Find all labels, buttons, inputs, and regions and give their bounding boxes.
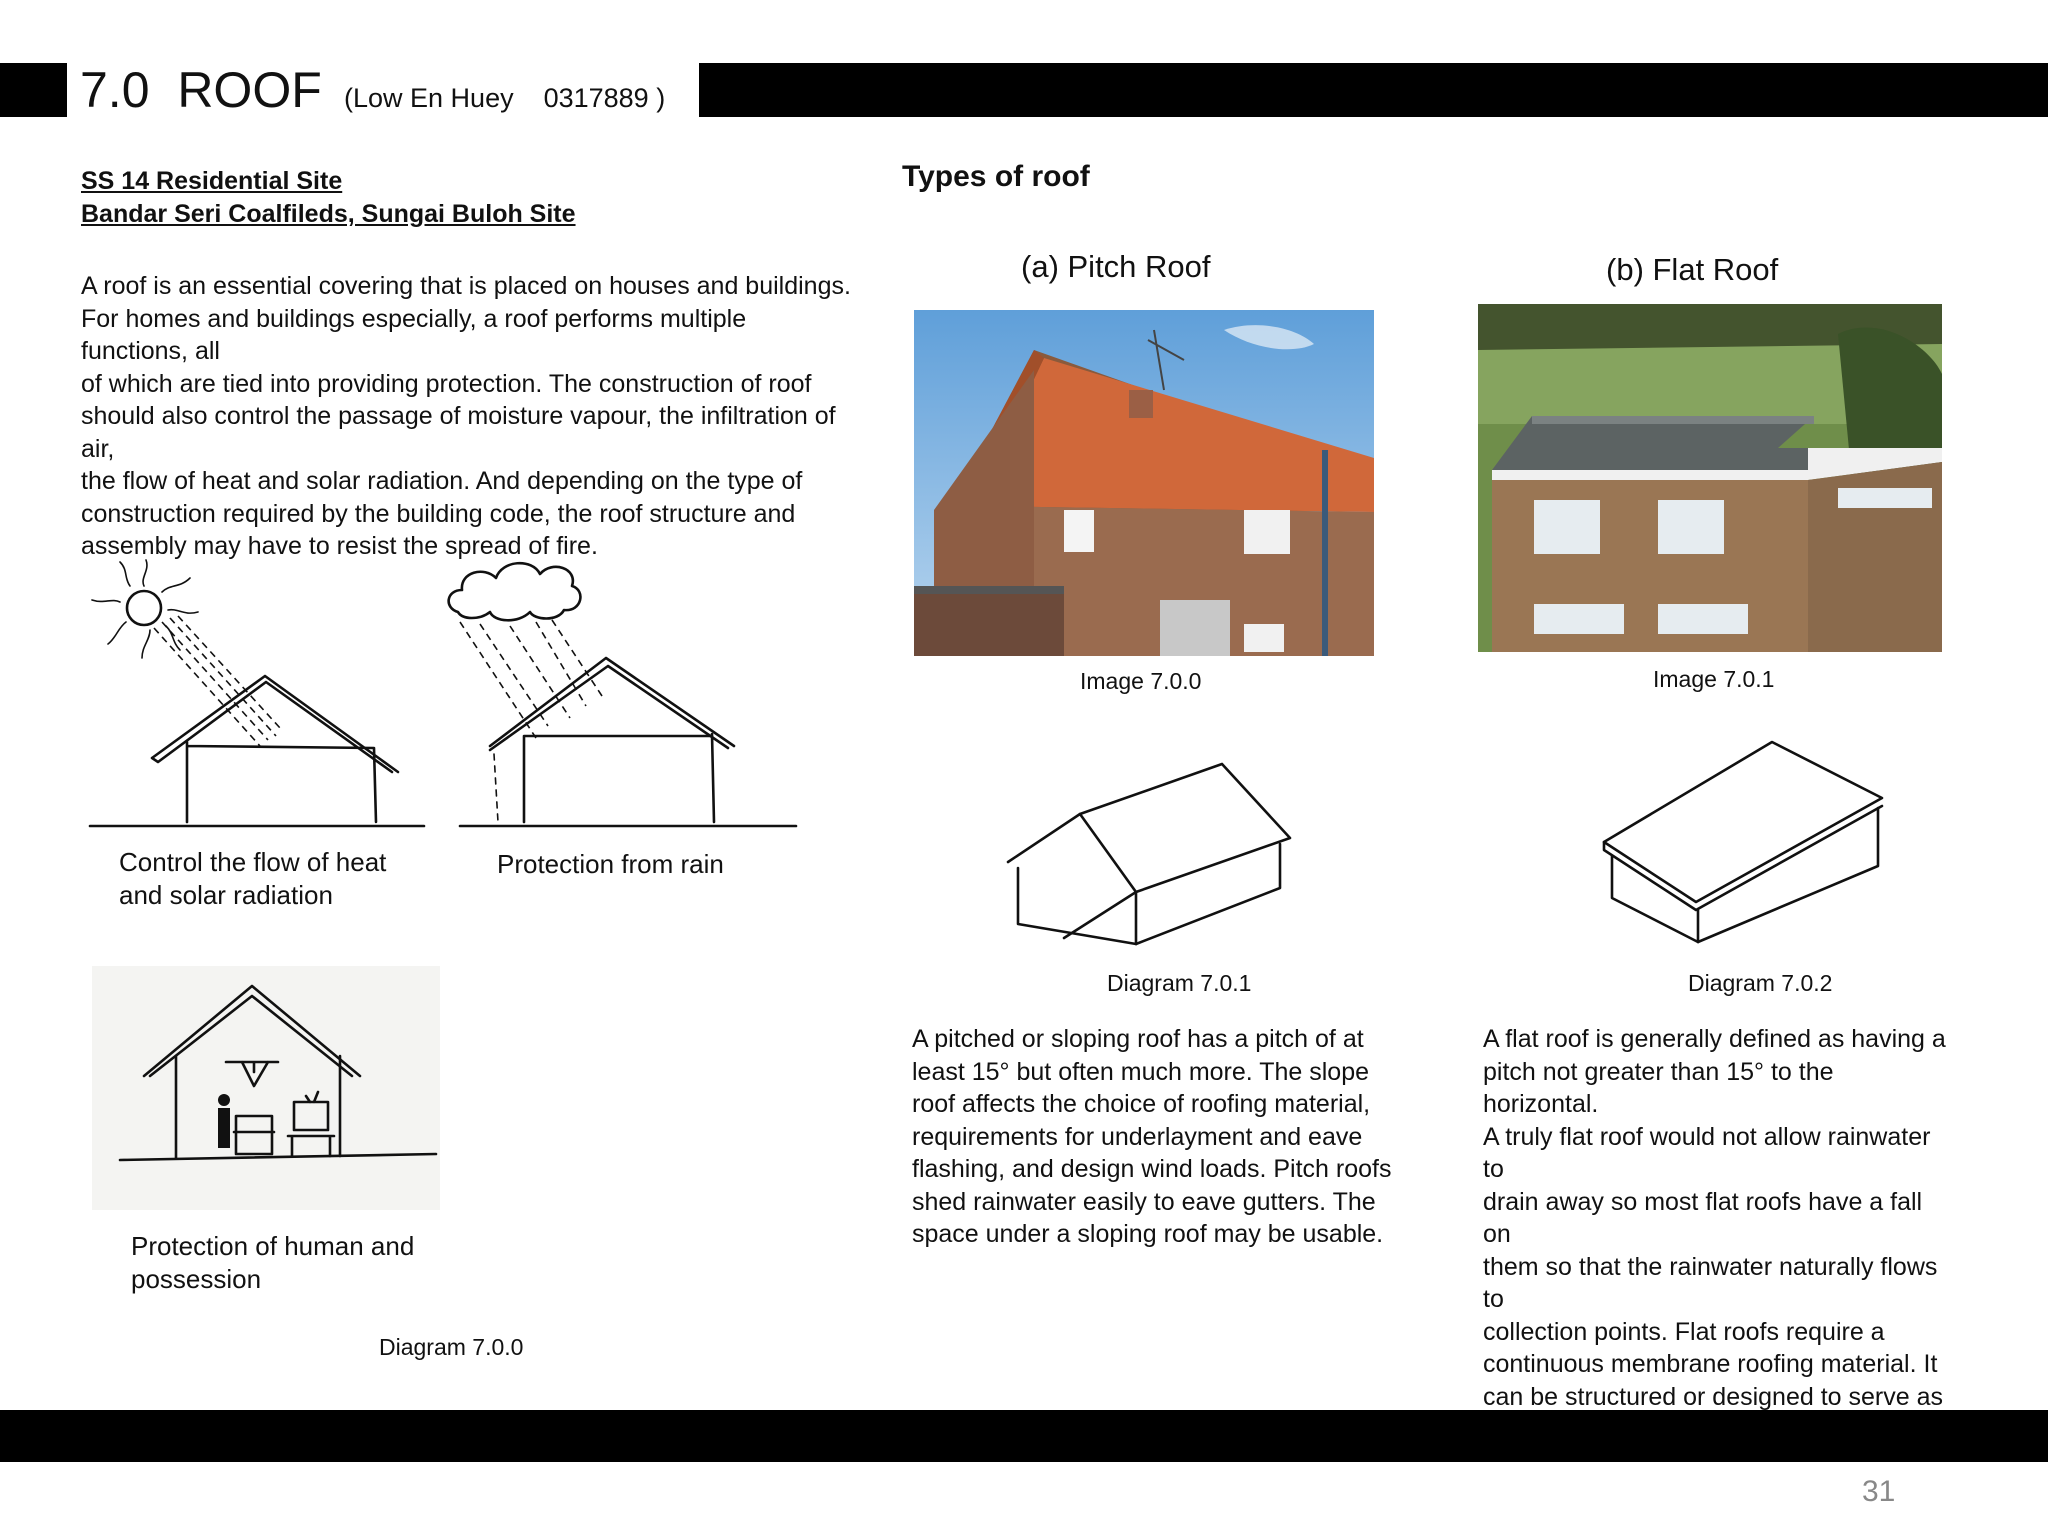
heat-label-line: Control the flow of heat (119, 847, 387, 877)
flat-line: can be structured or designed to serve as (1483, 1382, 1943, 1411)
site-subtitle: Bandar Seri Coalfileds, Sungai Buloh Site (81, 200, 576, 228)
intro-line: For homes and buildings especially, a roof performs multiple functions, all (81, 304, 747, 365)
intro-line: assembly may have to resist the spread of fire. (81, 532, 598, 560)
intro-line: of which are tied into providing protection. The construction of roof (81, 369, 812, 398)
flat-roof-description (1483, 1023, 1953, 1446)
section-title-text: ROOF (177, 62, 322, 118)
diagram-701-caption: Diagram 7.0.1 (1107, 970, 1252, 996)
pitch-roof-heading: (a) Pitch Roof (1021, 249, 1211, 284)
header-bar-right (699, 63, 2048, 117)
human-label-line: possession (131, 1264, 262, 1294)
types-title: Types of roof (902, 160, 1090, 193)
flat-roof-photo (1478, 304, 1942, 652)
flat-line: continuous membrane roofing material. It (1483, 1350, 1938, 1378)
header-bar-left (0, 63, 67, 117)
flat-line: drain away so most flat roofs have a fall on (1483, 1187, 1923, 1248)
flat-line: pitch not greater than 15° to the horizontal. (1483, 1057, 1834, 1118)
flat-roof-diagram (1600, 738, 1890, 948)
heat-label (119, 846, 386, 912)
section-author: (Low En Huey 0317889 ) (344, 83, 666, 113)
sketch-human-house (92, 966, 440, 1210)
pitch-line: requirements for underlayment and eave (912, 1122, 1363, 1151)
pitch-roof-diagram (1004, 758, 1304, 948)
intro-line: the flow of heat and solar radiation. And depending on the type of (81, 467, 803, 495)
flat-roof-heading: (b) Flat Roof (1606, 252, 1779, 287)
heat-label-line: and solar radiation (119, 880, 333, 910)
pitch-line: shed rainwater easily to eave gutters. The (912, 1187, 1376, 1216)
image-700-caption: Image 7.0.0 (1080, 668, 1202, 694)
rain-label: Protection from rain (497, 849, 724, 879)
page-number: 31 (1862, 1475, 1896, 1508)
section-number: 7.0 (80, 62, 150, 118)
image-701-caption: Image 7.0.1 (1653, 666, 1775, 692)
intro-line: should also control the passage of moisture vapour, the infiltration of air, (81, 402, 836, 463)
diagram-702-caption: Diagram 7.0.2 (1688, 970, 1833, 996)
pitch-line: roof affects the choice of roofing material, (912, 1090, 1371, 1118)
site-title: SS 14 Residential Site (81, 167, 343, 195)
diagram-700-caption: Diagram 7.0.0 (379, 1334, 524, 1360)
human-label (131, 1230, 414, 1296)
footer-bar (0, 1410, 2048, 1462)
pitch-line: A pitched or sloping roof has a pitch of at (912, 1025, 1364, 1053)
flat-line: collection points. Flat roofs require a (1483, 1317, 1885, 1346)
sketch-heat-house (80, 550, 430, 840)
sketch-rain-house (440, 550, 800, 840)
flat-line: A truly flat roof would not allow rainwater to (1483, 1122, 1931, 1183)
section-title (80, 62, 322, 118)
pitch-line: least 15° but often much more. The slope (912, 1057, 1370, 1086)
intro-line: construction required by the building code, the roof structure and (81, 499, 796, 528)
human-label-line: Protection of human and (131, 1231, 415, 1261)
flat-line: them so that the rainwater naturally flows to (1483, 1252, 1938, 1313)
intro-line: A roof is an essential covering that is placed on houses and buildings. (81, 272, 851, 300)
intro-paragraph (81, 270, 851, 563)
pitch-line: space under a sloping roof may be usable. (912, 1220, 1384, 1248)
pitch-roof-description (912, 1023, 1392, 1251)
pitch-line: flashing, and design wind loads. Pitch roofs (912, 1155, 1392, 1183)
pitch-roof-photo (914, 310, 1374, 656)
flat-line: A flat roof is generally defined as having a (1483, 1025, 1946, 1053)
